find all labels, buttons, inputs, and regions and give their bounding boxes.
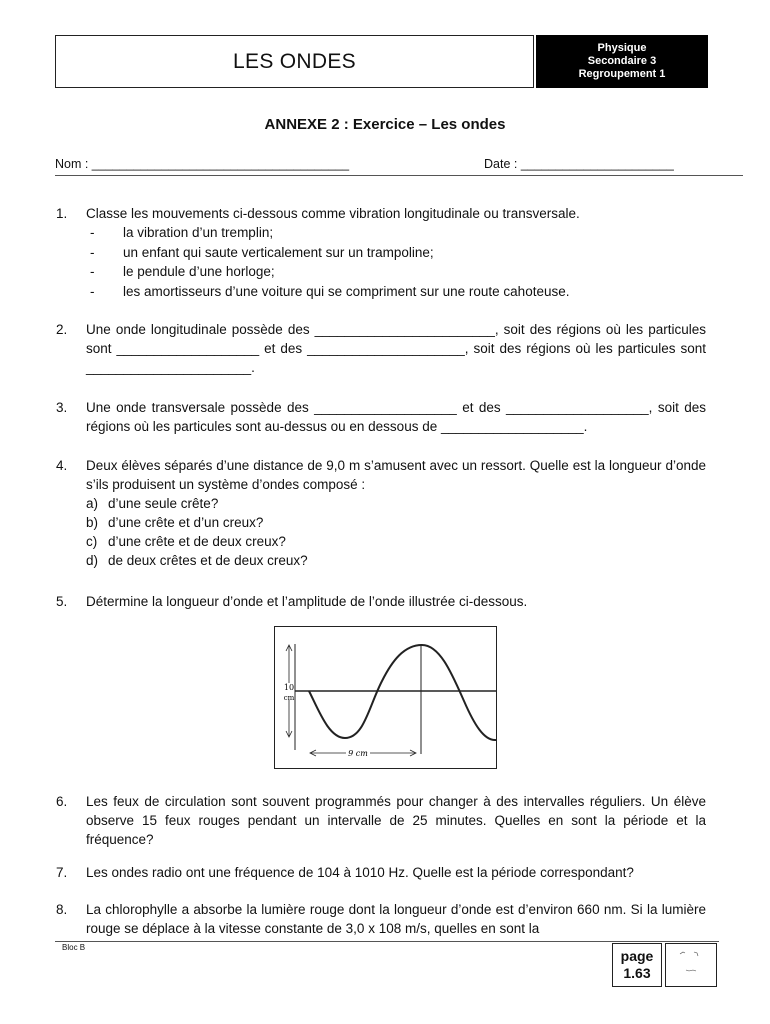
page-title: LES ONDES (233, 49, 356, 73)
annex-title: ANNEXE 2 : Exercice – Les ondes (264, 116, 506, 133)
title-box (55, 35, 534, 88)
question-text: Les ondes radio ont une fréquence de 104 à 1010 Hz. Quelle est la période correspondant? (86, 865, 634, 880)
page-label: page (620, 948, 654, 964)
option-text: d’une seule crête? (108, 496, 219, 511)
page-number: 1.63 (623, 965, 651, 981)
list-bullet: - (90, 245, 95, 260)
name-underline (55, 175, 743, 176)
group-label: Regroupement 1 (578, 68, 666, 80)
wavelength-label: 9 cm (348, 749, 368, 758)
question-number: 1. (56, 206, 68, 221)
list-bullet: - (90, 225, 95, 240)
list-item: le pendule d’une horloge; (123, 264, 275, 279)
list-bullet: - (90, 284, 95, 299)
list-item: les amortisseurs d’une voiture qui se compriment sur une route cahoteuse. (123, 284, 570, 299)
question-text: Détermine la longueur d’onde et l’amplitude de l’onde illustrée ci-dessous. (86, 594, 528, 609)
question-number: 7. (56, 865, 68, 880)
course-info-box (536, 35, 708, 88)
level-label: Secondaire 3 (587, 55, 657, 67)
amplitude-label-unit: cm (283, 694, 295, 702)
option-text: de deux crêtes et de deux creux? (108, 553, 308, 568)
question-text: Une onde longitudinale possède des ________________________, soit des régions où les particules sont ___________________ et des _____________________, soit des régions où les particules sont ______________________. (86, 322, 706, 375)
amplitude-label-number: 10 (283, 683, 295, 692)
list-bullet: - (90, 264, 95, 279)
option-letter: d) (86, 553, 99, 568)
question-text: Les feux de circulation sont souvent programmés pour changer à des intervalles réguliers. Un élève observe 15 feux rouges pendant un intervalle de 25 minutes. Quelles en sont la période et la fréquence? (86, 794, 706, 847)
wave-figure (274, 626, 497, 769)
question-text: Une onde transversale possède des ___________________ et des ___________________, soit des régions où les particules sont au-dessus ou en dessous de ___________________. (86, 400, 706, 434)
name-field: Nom : _____________________________________ (55, 157, 350, 171)
subject-label: Physique (597, 42, 647, 54)
question-number: 5. (56, 594, 68, 609)
list-item: un enfant qui saute verticalement sur un trampoline; (123, 245, 434, 260)
option-letter: c) (86, 534, 98, 549)
list-item: la vibration d’un tremplin; (123, 225, 274, 240)
question-number: 4. (56, 458, 68, 473)
option-text: d’une crête et d’un creux? (108, 515, 264, 530)
page-number-box (612, 943, 662, 987)
stamp-box (665, 943, 717, 987)
date-field: Date : ______________________ (484, 157, 674, 171)
question-text: La chlorophylle a absorbe la lumière rouge dont la longueur d’onde est d’environ 660 nm. Si la lumière rouge se déplace à la vitesse constante de 3,0 x 108 m/s, quelles en sont la (86, 902, 706, 936)
question-number: 8. (56, 902, 68, 917)
footer-divider (55, 941, 719, 942)
scribble-mark (666, 944, 716, 986)
bloc-label: Bloc B (62, 943, 86, 952)
question-number: 2. (56, 322, 68, 337)
option-letter: b) (86, 515, 99, 530)
question-text: Classe les mouvements ci-dessous comme vibration longitudinale ou transversale. (86, 206, 580, 221)
question-number: 6. (56, 794, 68, 809)
question-number: 3. (56, 400, 68, 415)
option-letter: a) (86, 496, 99, 511)
question-text: Deux élèves séparés d’une distance de 9,0 m s’amusent avec un ressort. Quelle est la longueur d’onde s’ils produisent un système d’ondes composé : (86, 458, 706, 492)
option-text: d’une crête et de deux creux? (108, 534, 286, 549)
